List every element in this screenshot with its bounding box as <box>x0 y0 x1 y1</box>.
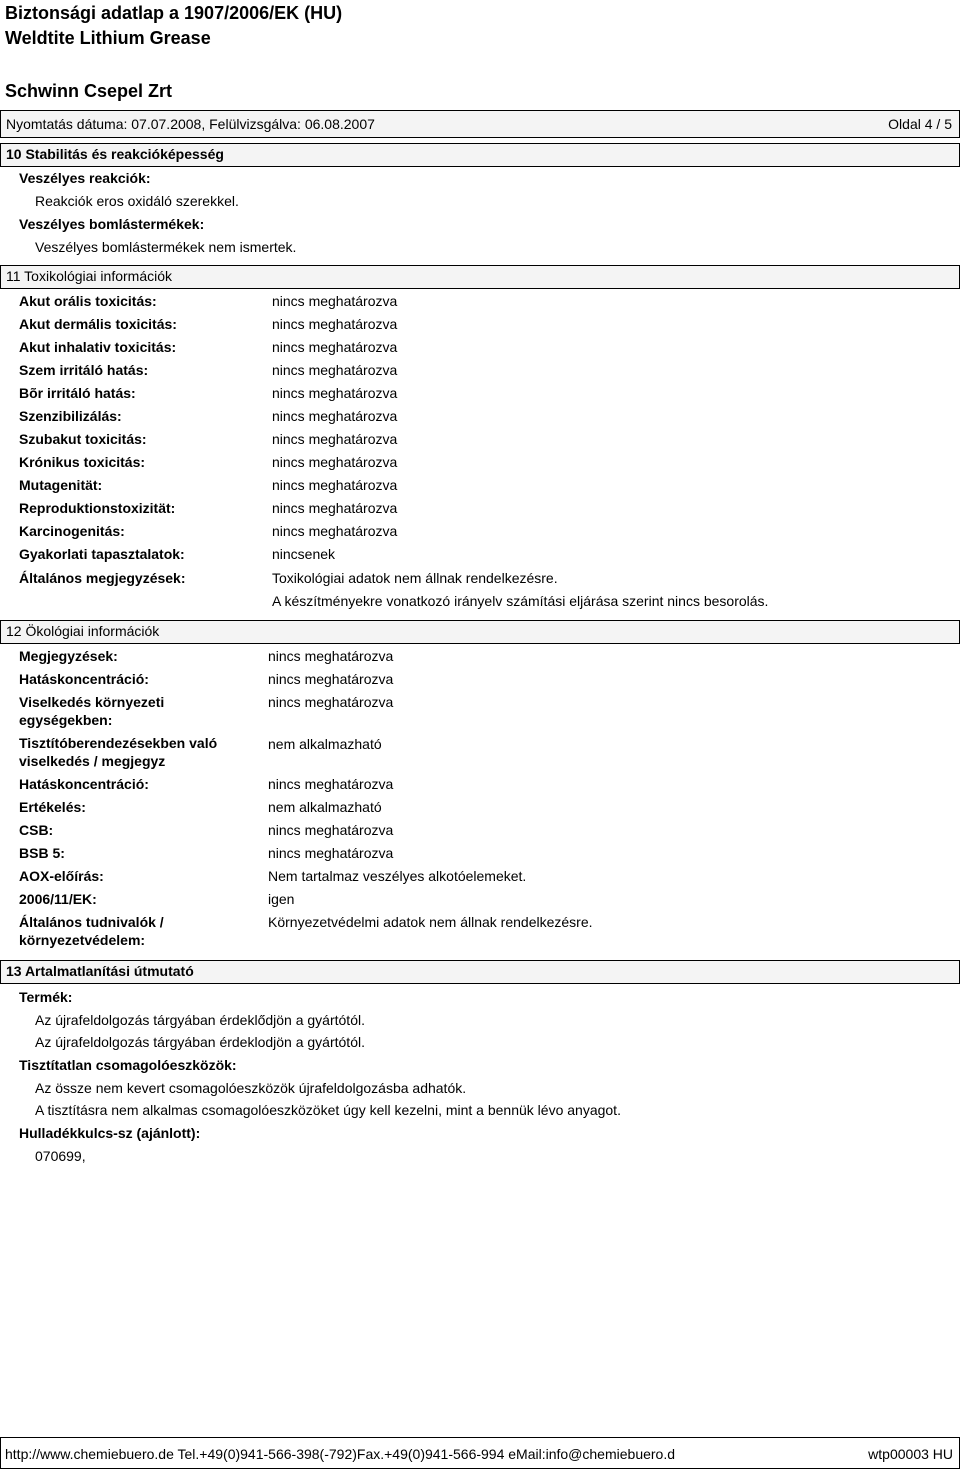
tox-label: Szem irritáló hatás: <box>19 362 149 378</box>
tox-value: nincs meghatározva <box>272 339 398 355</box>
tox-label: Általános megjegyzések: <box>19 570 186 586</box>
eco-label: CSB: <box>19 822 54 838</box>
section-11-title: 11 Toxikológiai információk <box>6 268 173 284</box>
tox-value: nincs meghatározva <box>272 293 398 309</box>
waste-code-label: Hulladékkulcs-sz (ajánlott): <box>19 1125 201 1141</box>
tox-value: nincs meghatározva <box>272 454 398 470</box>
section-13-header <box>0 960 960 984</box>
tox-value: nincs meghatározva <box>272 431 398 447</box>
eco-value: nincs meghatározva <box>268 694 394 710</box>
tox-label: Krónikus toxicitás: <box>19 454 146 470</box>
decomposition-products-text: Veszélyes bomlástermékek nem ismertek. <box>35 239 297 255</box>
print-date: Nyomtatás dátuma: 07.07.2008, Felülvizsgálva: 06.08.2007 <box>6 116 375 132</box>
section-10-title: 10 Stabilitás és reakcióképesség <box>6 146 224 162</box>
company-name: Schwinn Csepel Zrt <box>5 81 173 101</box>
eco-label-cont: környezetvédelem: <box>19 932 146 948</box>
tox-label: Mutagenität: <box>19 477 103 493</box>
footer-contact: http://www.chemiebuero.de Tel.+49(0)941-566-398(-792)Fax.+49(0)941-566-994 eMail:info@chemiebuero.d <box>5 1446 676 1462</box>
product-disposal-text: Az újrafeldolgozás tárgyában érdeklődjön a gyártótól. <box>35 1012 365 1028</box>
eco-label: AOX-előírás: <box>19 868 104 884</box>
waste-code-value: 070699, <box>35 1148 86 1164</box>
dangerous-reactions-text: Reakciók eros oxidáló szerekkel. <box>35 193 239 209</box>
packaging-text: Az össze nem kevert csomagolóeszközök újrafeldolgozásba adhatók. <box>35 1080 467 1096</box>
section-11-header <box>0 265 960 289</box>
product-name: Weldtite Lithium Grease <box>5 28 211 48</box>
eco-label: Viselkedés környezeti <box>19 694 165 710</box>
tox-label: Bõr irritáló hatás: <box>19 385 136 401</box>
tox-value: Toxikológiai adatok nem állnak rendelkezésre. <box>272 570 558 586</box>
packaging-text: A tisztításra nem alkalmas csomagolóeszközöket úgy kell kezelni, mint a bennük lévo anyagot. <box>35 1102 621 1118</box>
product-label: Termék: <box>19 989 73 1005</box>
tox-label: Karcinogenitás: <box>19 523 125 539</box>
tox-value: nincs meghatározva <box>272 385 398 401</box>
eco-value: nem alkalmazható <box>268 736 382 752</box>
eco-value: nincs meghatározva <box>268 648 394 664</box>
tox-value: nincs meghatározva <box>272 500 398 516</box>
eco-label-cont: viselkedés / megjegyz <box>19 753 166 769</box>
section-12-header <box>0 620 960 644</box>
page-number: Oldal 4 / 5 <box>888 116 952 132</box>
tox-label: Szenzibilizálás: <box>19 408 122 424</box>
tox-value: nincs meghatározva <box>272 523 398 539</box>
tox-label: Gyakorlati tapasztalatok: <box>19 546 185 562</box>
eco-value: igen <box>268 891 295 907</box>
packaging-label: Tisztítatlan csomagolóeszközök: <box>19 1057 237 1073</box>
tox-value: nincsenek <box>272 546 336 562</box>
tox-label: Szubakut toxicitás: <box>19 431 147 447</box>
eco-label: Hatáskoncentráció: <box>19 776 149 792</box>
eco-value: Környezetvédelmi adatok nem állnak rendelkezésre. <box>268 914 593 930</box>
eco-label: Tisztítóberendezésekben való <box>19 735 218 751</box>
decomposition-products-label: Veszélyes bomlástermékek: <box>19 216 205 232</box>
section-12-title: 12 Ökológiai információk <box>6 623 160 639</box>
tox-label: Reproduktionstoxizität: <box>19 500 176 516</box>
dangerous-reactions-label: Veszélyes reakciók: <box>19 170 151 186</box>
eco-label: Ertékelés: <box>19 799 86 815</box>
print-info-bar <box>0 110 960 138</box>
tox-label: Akut orális toxicitás: <box>19 293 157 309</box>
footer-doc-id: wtp00003 HU <box>868 1446 953 1462</box>
tox-value: nincs meghatározva <box>272 408 398 424</box>
eco-label: Általános tudnivalók / <box>19 914 164 930</box>
product-disposal-text: Az újrafeldolgozás tárgyában érdeklodjön a gyártótól. <box>35 1034 365 1050</box>
eco-label: Megjegyzések: <box>19 648 118 664</box>
section-13-title: 13 Artalmatlanítási útmutató <box>6 963 194 979</box>
tox-value: nincs meghatározva <box>272 316 398 332</box>
eco-label: BSB 5: <box>19 845 65 861</box>
tox-value: nincs meghatározva <box>272 362 398 378</box>
tox-label: Akut dermális toxicitás: <box>19 316 177 332</box>
eco-value: nincs meghatározva <box>268 671 394 687</box>
eco-value: Nem tartalmaz veszélyes alkotóelemeket. <box>268 868 527 884</box>
eco-label-cont: egységekben: <box>19 712 113 728</box>
eco-label: Hatáskoncentráció: <box>19 671 149 687</box>
eco-label: 2006/11/EK: <box>19 891 97 907</box>
eco-value: nincs meghatározva <box>268 822 394 838</box>
classification-note: A készítményekre vonatkozó irányelv számítási eljárása szerint nincs besorolás. <box>272 593 769 609</box>
section-10-header <box>0 143 960 167</box>
eco-value: nem alkalmazható <box>268 799 382 815</box>
document-title: Biztonsági adatlap a 1907/2006/EK (HU) <box>5 3 343 23</box>
tox-value: nincs meghatározva <box>272 477 398 493</box>
eco-value: nincs meghatározva <box>268 845 394 861</box>
tox-label: Akut inhalativ toxicitás: <box>19 339 177 355</box>
eco-value: nincs meghatározva <box>268 776 394 792</box>
